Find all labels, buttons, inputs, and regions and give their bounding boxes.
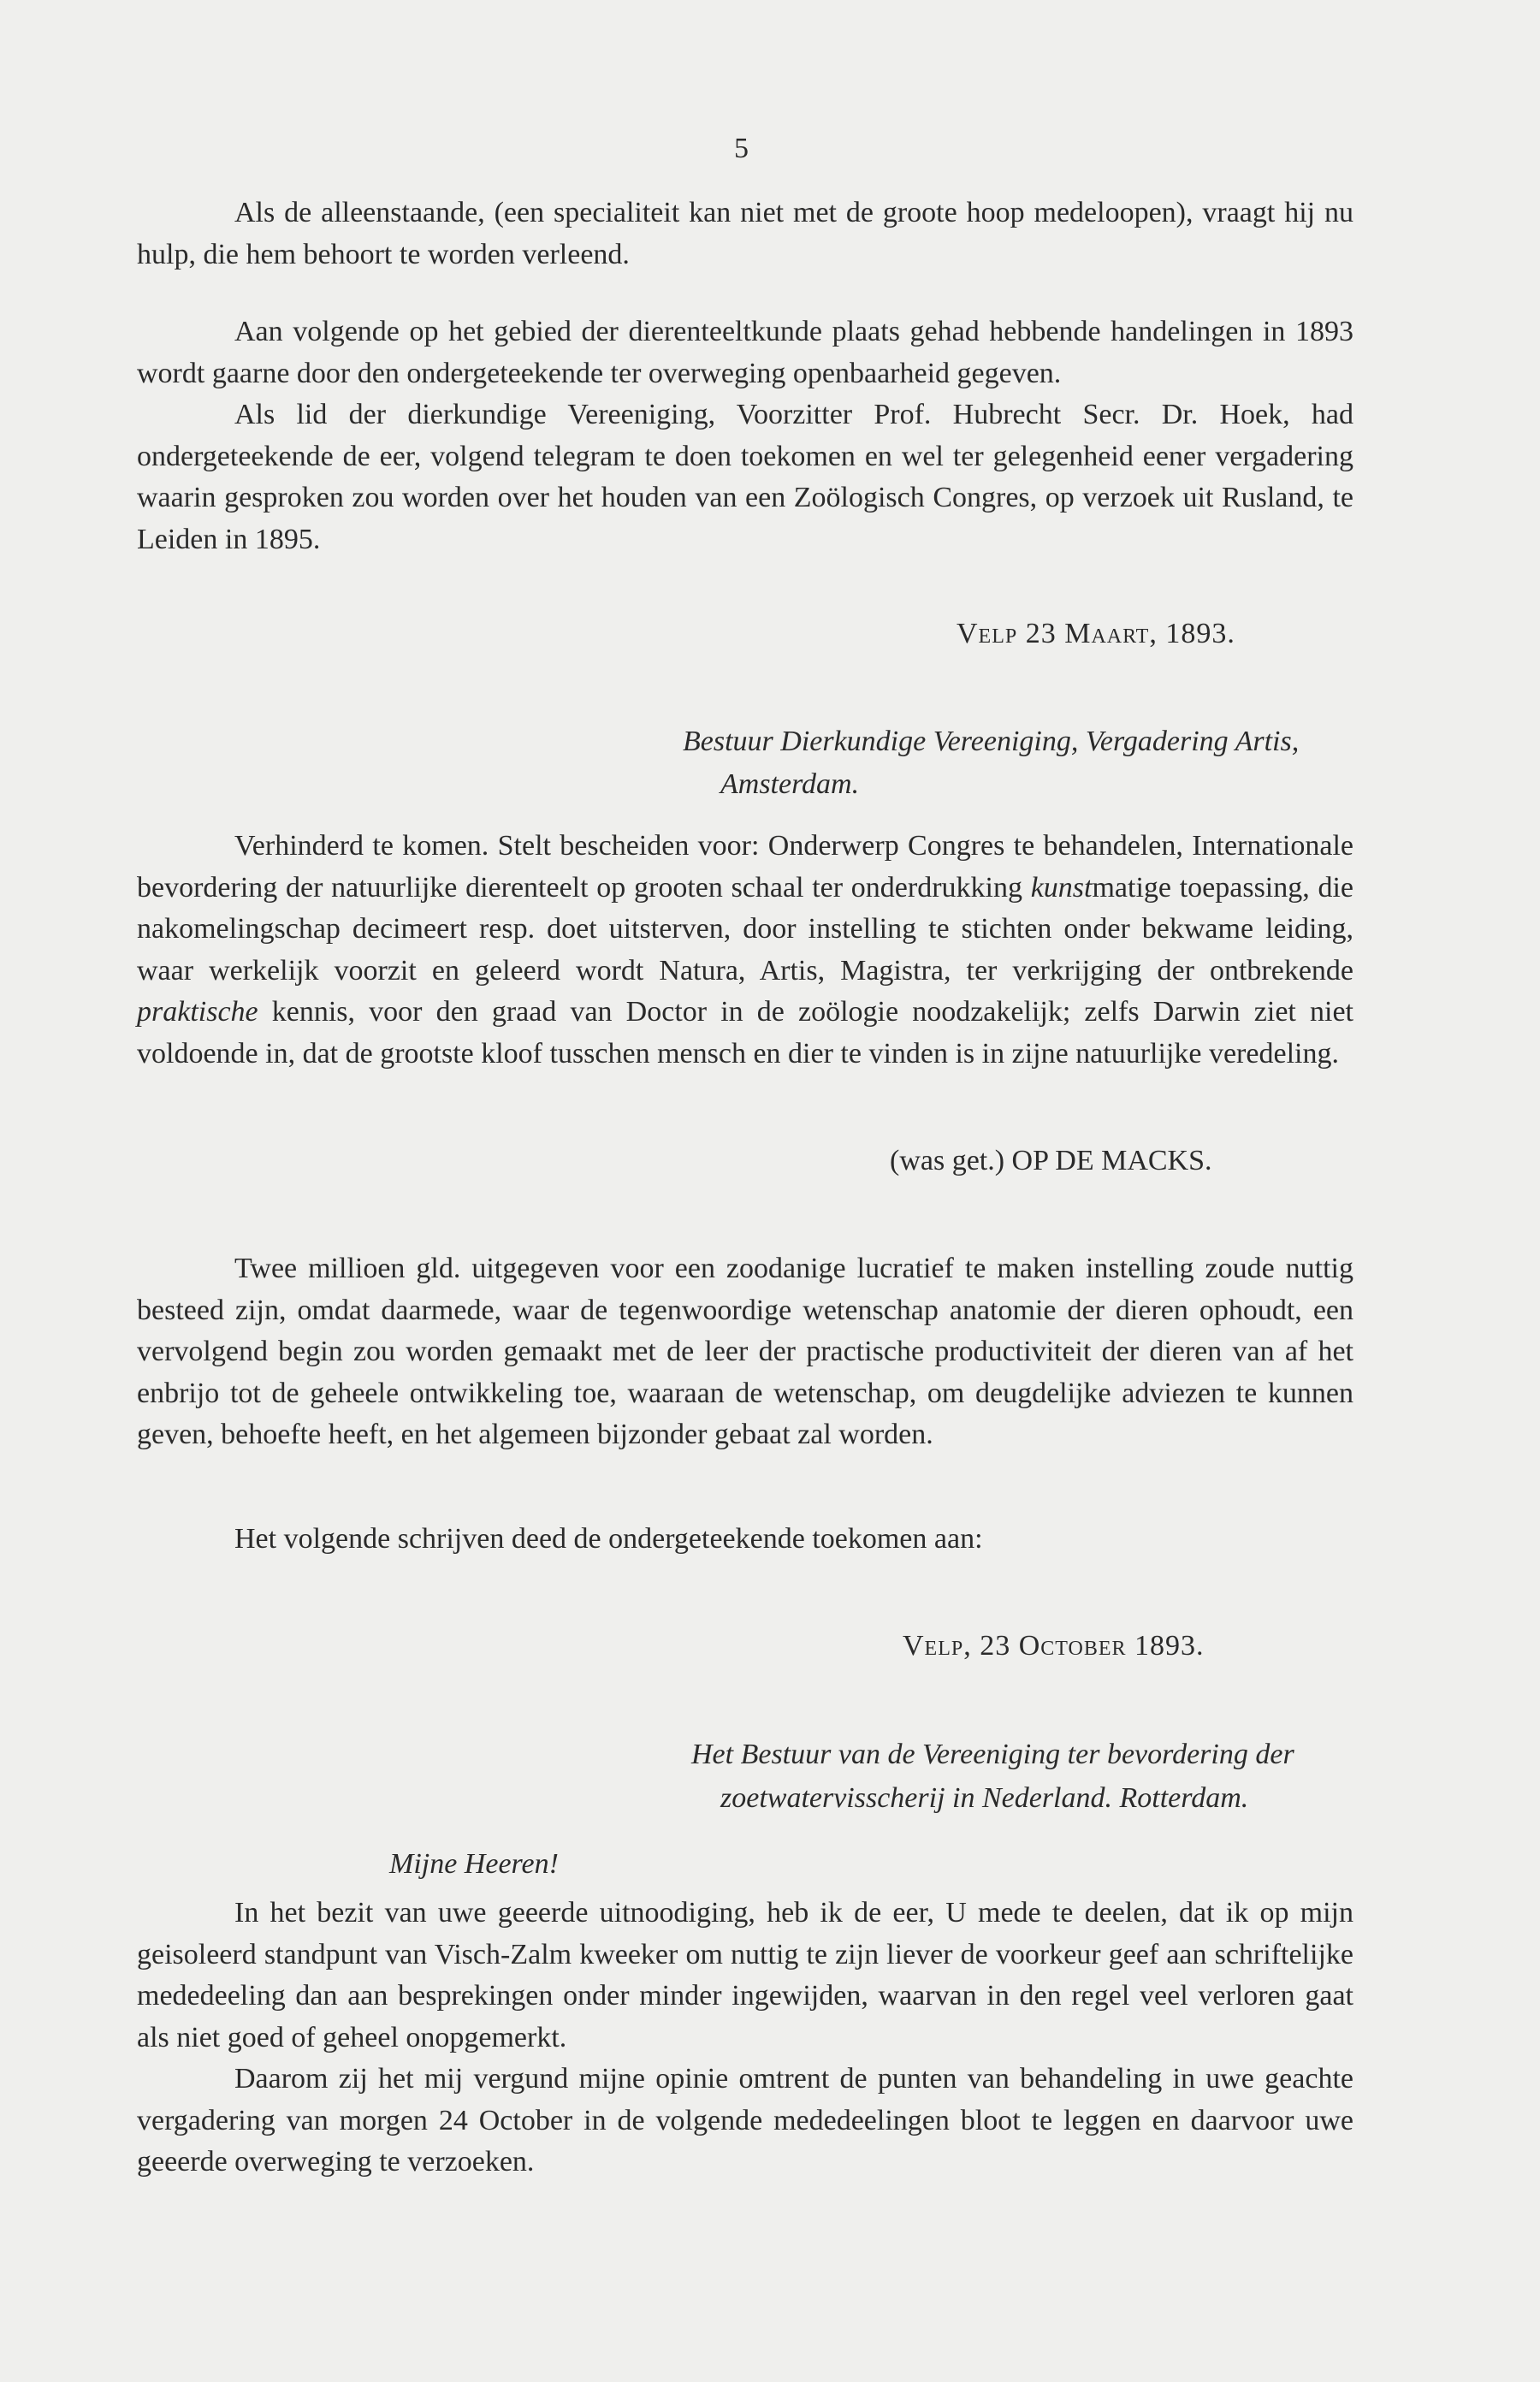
- telegram-body-praktische: praktische: [137, 996, 258, 1028]
- telegram-signature: (was get.) OP DE MACKS.: [890, 1145, 1212, 1176]
- paragraph-handelingen: Aan volgende op het gebied der dierenteeltkunde plaats gehad hebbende handelingen in 1893 wordt gaarne door den ondergeteekende ter overweging openbaarheid gegeven.: [137, 316, 1353, 389]
- telegram-address-line-2: Amsterdam.: [720, 768, 860, 800]
- paragraph-vereeniging: Als lid der dierkundige Vereeniging, Voorzitter Prof. Hubrecht Secr. Dr. Hoek, had ondergeteekende de eer, volgend telegram te doen toekomen en wel ter gelegenheid eener vergadering waarin gesproken zou worden over het houden van een Zoölogisch Congres, op verzoek uit Rusland, te Leiden in 1895.: [137, 399, 1353, 555]
- letter-paragraph-2: Daarom zij het mij vergund mijne opinie omtrent de punten van behandeling in uwe geachte vergadering van morgen 24 October in de volgende mededeelingen bloot te leggen en daarvoor uwe geeerde overweging te verzoeken.: [137, 2063, 1353, 2178]
- letter-place-date: Velp, 23 October 1893.: [903, 1630, 1205, 1662]
- telegram-body-part-2: matige toepassing, die nakomelingschap decimeert resp. doet uitsterven, door instelling te stichten onder bekwame leiding, waar werkelijk voorzit en geleerd wordt Natura, Artis, Magistra, ter verkrijging der ontbrekende: [137, 871, 1353, 987]
- telegram-body-part-1: Verhinderd te komen. Stelt bescheiden voor: Onderwerp Congres te behandelen, Internationale bevordering der natuurlijke dierenteelt op grooten schaal ter onderdrukking: [137, 830, 1353, 904]
- telegram-place-date: Velp 23 Maart, 1893.: [957, 618, 1235, 649]
- page-number: 5: [734, 133, 749, 164]
- telegram-body-part-3: kennis, voor den graad van Doctor in de zoölogie noodzakelijk; zelfs Darwin ziet niet voldoende in, dat de grootste kloof tusschen mensch en dier te vinden is in zijne natuurlijke veredeling.: [137, 996, 1353, 1070]
- telegram-body-kunst: kunst: [1030, 871, 1093, 904]
- paragraph-schrijven: Het volgende schrijven deed de ondergeteekende toekomen aan:: [234, 1523, 983, 1555]
- telegram-body: [137, 826, 1353, 1075]
- letter-address-line-1: Het Bestuur van de Vereeniging ter bevordering der: [691, 1739, 1294, 1770]
- paragraph-twee-millioen: Twee millioen gld. uitgegeven voor een zoodanige lucratief te maken instelling zoude nuttig besteed zijn, omdat daarmede, waar de tegenwoordige wetenschap anatomie der dieren ophoudt, een vervolgend begin zou worden gemaakt met de leer der practische productiviteit der dieren van af het enbrijo tot de geheele ontwikkeling toe, waaraan de wetenschap, om deugdelijke adviezen te kunnen geven, behoefte heeft, en het algemeen bijzonder gebaat zal worden.: [137, 1253, 1353, 1450]
- paragraph-intro: Als de alleenstaande, (een specialiteit kan niet met de groote hoop medeloopen), vraagt hij nu hulp, die hem behoort te worden verleend.: [137, 197, 1353, 270]
- telegram-address-line-1: Bestuur Dierkundige Vereeniging, Vergadering Artis,: [683, 726, 1300, 757]
- letter-address-line-2: zoetwatervisscherij in Nederland. Rotterdam.: [720, 1782, 1249, 1814]
- letter-salutation: Mijne Heeren!: [389, 1848, 559, 1880]
- letter-paragraph-1: In het bezit van uwe geeerde uitnoodiging, heb ik de eer, U mede te deelen, dat ik op mijn geisoleerd standpunt van Visch-Zalm kweeker om nuttig te zijn liever de voorkeur geef aan schriftelijke mededeeling dan aan besprekingen onder minder ingewijden, waarvan in den regel veel verloren gaat als niet goed of geheel onopgemerkt.: [137, 1897, 1353, 2053]
